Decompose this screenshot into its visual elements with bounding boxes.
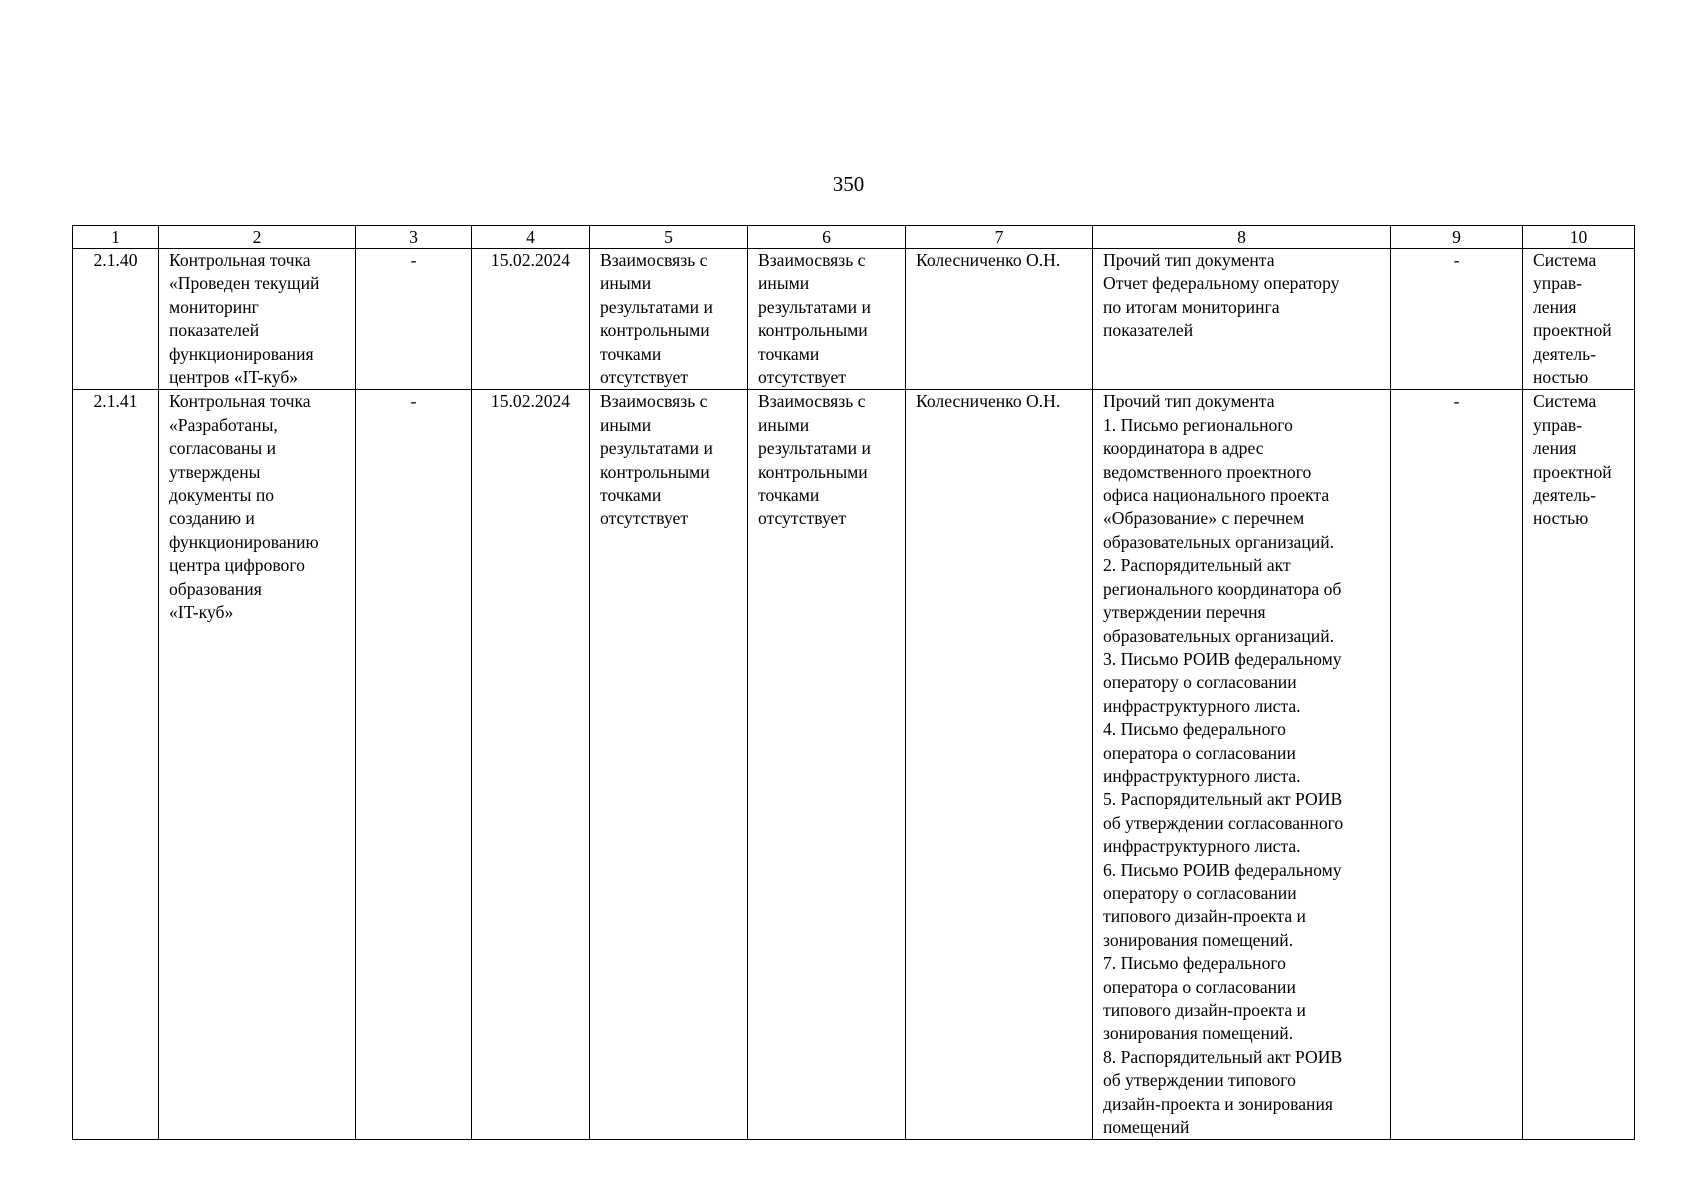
row-number: 2.1.41 [73,390,159,1140]
row-responsible: Колесниченко О.Н. [906,390,1093,1140]
row-col6: Взаимосвязь с иными результатами и контрольными точками отсутствует [748,390,906,1140]
column-header: 7 [906,226,1093,249]
column-header: 4 [472,226,590,249]
row-col3: - [356,249,472,390]
row-col5: Взаимосвязь с иными результатами и контрольными точками отсутствует [590,249,748,390]
row-title: Контрольная точка «Разработаны, согласованы и утверждены документы по созданию и функционированию центра цифрового образования «IT-куб» [159,390,356,1140]
row-system: Система управ- ления проектной деятель- ностью [1523,390,1635,1140]
row-number: 2.1.40 [73,249,159,390]
column-header: 5 [590,226,748,249]
row-document: Прочий тип документа Отчет федеральному оператору по итогам мониторинга показателей [1093,249,1391,390]
column-header: 1 [73,226,159,249]
table-row [73,249,1635,390]
row-col6: Взаимосвязь с иными результатами и контрольными точками отсутствует [748,249,906,390]
row-date: 15.02.2024 [472,249,590,390]
column-header: 6 [748,226,906,249]
row-date: 15.02.2024 [472,390,590,1140]
column-header: 2 [159,226,356,249]
row-system: Система управ- ления проектной деятель- ностью [1523,249,1635,390]
document-table [72,225,1635,1140]
page-number: 350 [832,172,865,196]
table-row [73,390,1635,1140]
row-title: Контрольная точка «Проведен текущий мониторинг показателей функционирования центров «IT-куб» [159,249,356,390]
column-header: 10 [1523,226,1635,249]
row-col5: Взаимосвязь с иными результатами и контрольными точками отсутствует [590,390,748,1140]
row-col3: - [356,390,472,1140]
table-header-row [73,226,1635,249]
row-responsible: Колесниченко О.Н. [906,249,1093,390]
row-document: Прочий тип документа 1. Письмо регионального координатора в адрес ведомственного проектного офиса национального проекта «Образование» с перечнем образовательных организаций. 2. Распорядительный акт регионального координатора об утверждении перечня образовательных организаций. 3. Письмо РОИВ федеральному оператору о согласовании инфраструктурного листа. 4. Письмо федерального оператора о согласовании инфраструктурного листа. 5. Распорядительный акт РОИВ об утверждении согласованного инфраструктурного листа. 6. Письмо РОИВ федеральному оператору о согласовании типового дизайн-проекта и зонирования помещений. 7. Письмо федерального оператора о согласовании типового дизайн-проекта и зонирования помещений. 8. Распорядительный акт РОИВ об утверждении типового дизайн-проекта и зонирования помещений [1093,390,1391,1140]
column-header: 3 [356,226,472,249]
column-header: 9 [1391,226,1523,249]
row-col9: - [1391,390,1523,1140]
row-col9: - [1391,249,1523,390]
column-header: 8 [1093,226,1391,249]
